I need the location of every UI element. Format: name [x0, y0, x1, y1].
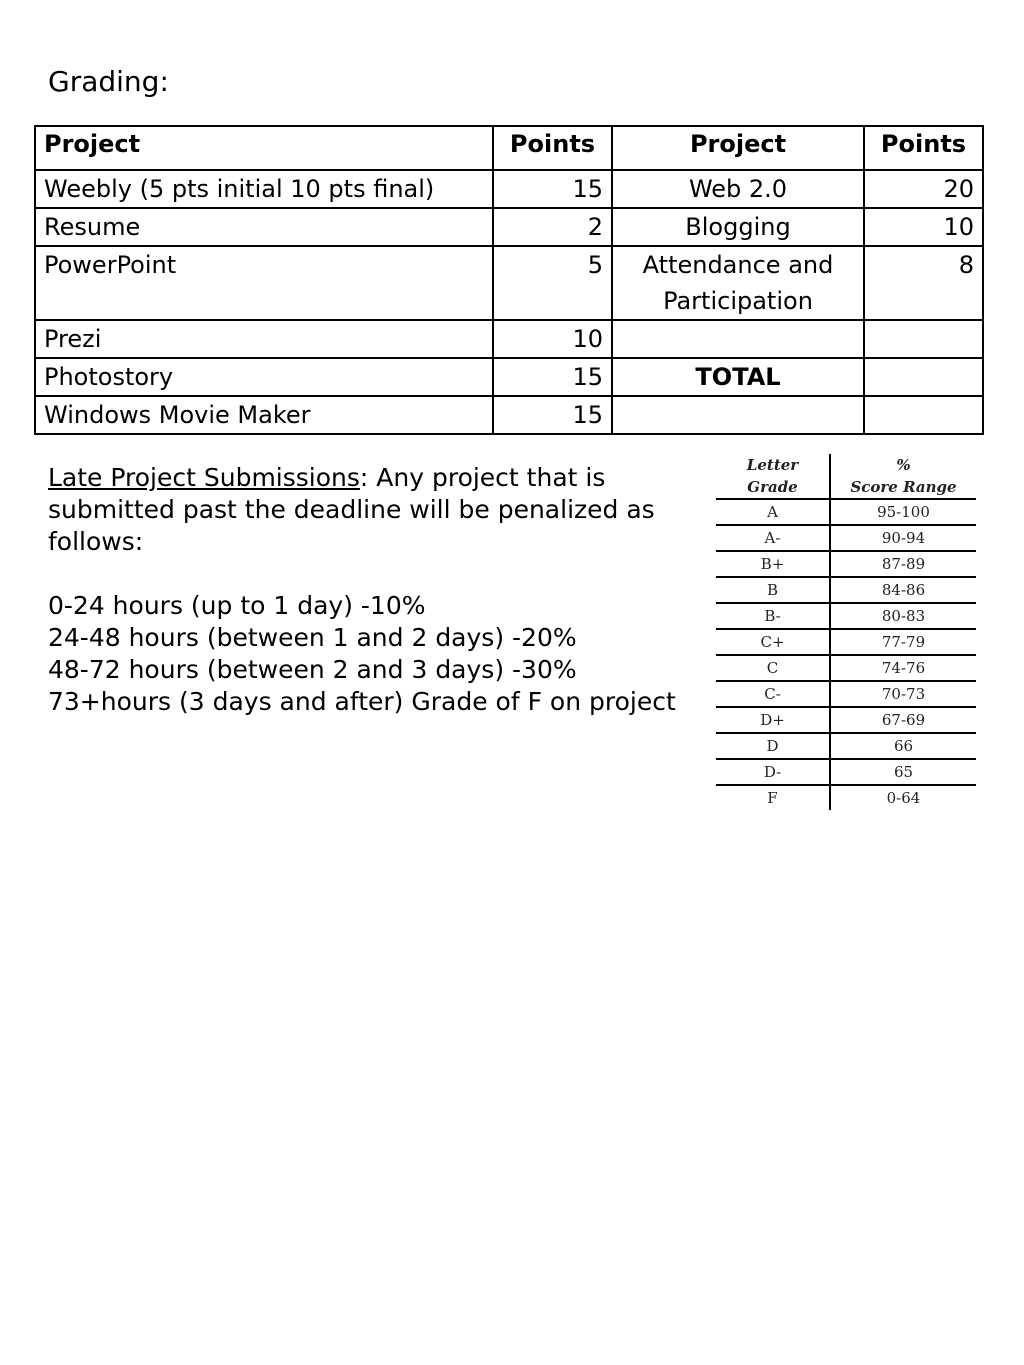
table-row [716, 655, 976, 681]
project-cell: Photostory [35, 358, 493, 396]
points-cell: 8 [864, 246, 983, 320]
project-cell: Weebly (5 pts initial 10 pts final) [35, 170, 493, 208]
penalty-line: 0-24 hours (up to 1 day) -10% [48, 591, 426, 620]
grade-cell: A [716, 499, 830, 525]
header-range-line2: Score Range [850, 478, 957, 496]
project-cell: Prezi [35, 320, 493, 358]
header-project-left: Project [35, 126, 493, 170]
late-policy [48, 462, 688, 718]
points-cell: 10 [864, 208, 983, 246]
table-row [716, 785, 976, 810]
table-row [35, 358, 983, 396]
header-letter-line1: Letter [746, 456, 799, 474]
penalty-line: 24-48 hours (between 1 and 2 days) -20% [48, 623, 577, 652]
table-row [35, 246, 983, 320]
points-cell [864, 396, 983, 434]
range-cell: 74-76 [830, 655, 976, 681]
header-letter-grade [716, 454, 830, 499]
header-letter-line2: Grade [747, 478, 798, 496]
grade-cell: D+ [716, 707, 830, 733]
grade-cell: C- [716, 681, 830, 707]
points-cell: 20 [864, 170, 983, 208]
points-cell: 15 [493, 170, 612, 208]
table-row [716, 759, 976, 785]
header-project-right: Project [612, 126, 864, 170]
points-cell: 10 [493, 320, 612, 358]
range-cell: 80-83 [830, 603, 976, 629]
table-row [35, 396, 983, 434]
range-cell: 66 [830, 733, 976, 759]
spacer [48, 558, 688, 590]
total-points-cell [864, 358, 983, 396]
table-row [35, 320, 983, 358]
range-cell: 77-79 [830, 629, 976, 655]
grade-cell: B+ [716, 551, 830, 577]
range-cell: 84-86 [830, 577, 976, 603]
project-cell: PowerPoint [35, 246, 493, 320]
project-cell [612, 396, 864, 434]
range-cell: 70-73 [830, 681, 976, 707]
grade-cell: C+ [716, 629, 830, 655]
late-policy-text: : Any project that is submitted past the deadline will be penalized as follows: [48, 463, 655, 556]
range-cell: 65 [830, 759, 976, 785]
table-row [716, 551, 976, 577]
project-cell: Blogging [612, 208, 864, 246]
letter-grade-table [716, 454, 976, 810]
points-cell: 5 [493, 246, 612, 320]
points-cell [864, 320, 983, 358]
grade-cell: B [716, 577, 830, 603]
project-cell: Windows Movie Maker [35, 396, 493, 434]
late-policy-intro [48, 462, 688, 558]
penalty-line: 73+hours (3 days and after) Grade of F on project [48, 687, 676, 716]
table-row [716, 525, 976, 551]
range-cell: 67-69 [830, 707, 976, 733]
range-cell: 87-89 [830, 551, 976, 577]
points-cell: 2 [493, 208, 612, 246]
project-cell: Web 2.0 [612, 170, 864, 208]
table-row [35, 208, 983, 246]
total-label: TOTAL [612, 358, 864, 396]
page-heading: Grading: [48, 65, 169, 98]
table-row [716, 629, 976, 655]
grading-table [34, 125, 984, 435]
range-cell: 0-64 [886, 789, 921, 807]
header-points-right: Points [864, 126, 983, 170]
grade-cell: C [716, 655, 830, 681]
header-score-range [830, 454, 976, 499]
header-range-line1: % [896, 456, 911, 474]
grade-cell: D- [716, 759, 830, 785]
table-row [716, 603, 976, 629]
points-cell: 15 [493, 396, 612, 434]
grading-table-header [35, 126, 983, 170]
letter-grade-header [716, 454, 976, 499]
late-policy-title: Late Project Submissions [48, 463, 360, 492]
table-row [716, 707, 976, 733]
range-cell: 95-100 [830, 499, 976, 525]
project-cell [612, 320, 864, 358]
grade-cell: B- [716, 603, 830, 629]
range-cell: 90-94 [830, 525, 976, 551]
grade-cell: D [716, 733, 830, 759]
table-row [716, 733, 976, 759]
grade-cell: A- [716, 525, 830, 551]
project-cell: Attendance and Participation [612, 246, 864, 320]
penalty-line: 48-72 hours (between 2 and 3 days) -30% [48, 655, 577, 684]
table-row [35, 170, 983, 208]
project-cell: Resume [35, 208, 493, 246]
table-row [716, 499, 976, 525]
table-row [716, 681, 976, 707]
points-cell: 15 [493, 358, 612, 396]
grade-cell: F [716, 785, 830, 810]
header-points-left: Points [493, 126, 612, 170]
table-row [716, 577, 976, 603]
